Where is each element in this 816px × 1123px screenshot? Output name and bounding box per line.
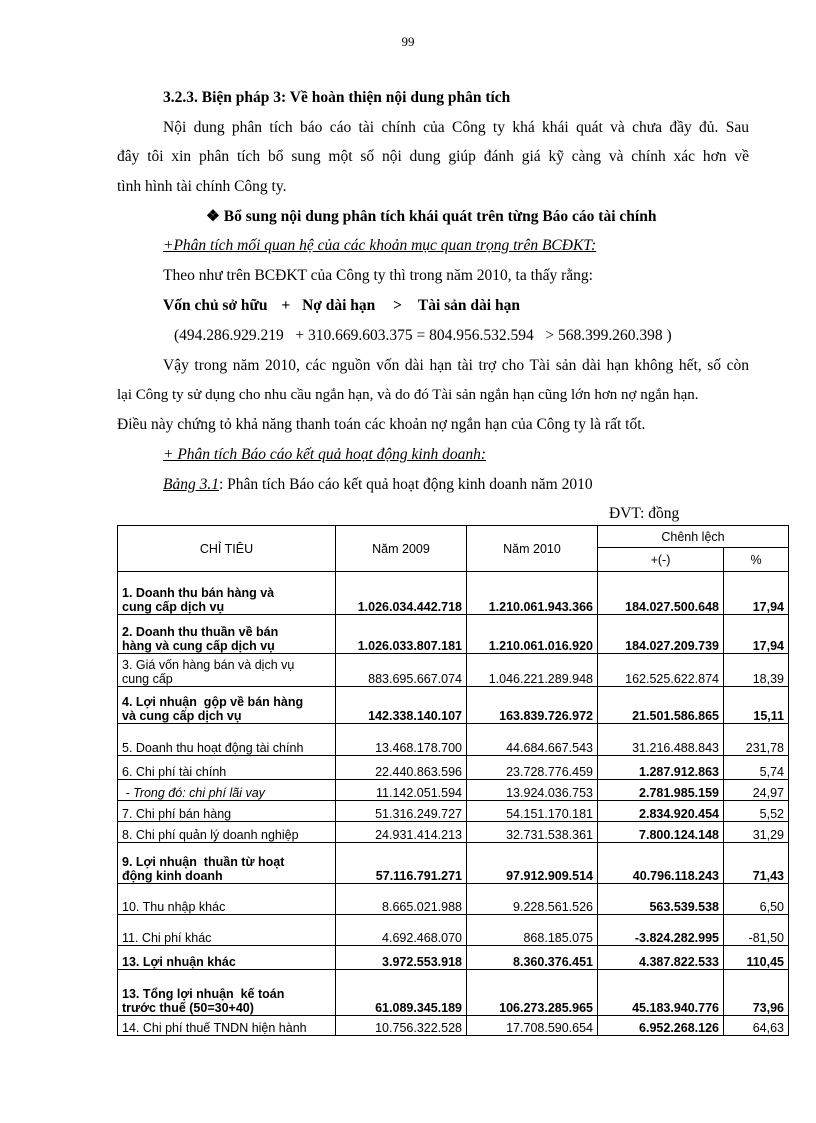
row-label-line-1: 7. Chi phí bán hàng <box>122 807 232 821</box>
paragraph-3-line-1: Vậy trong năm 2010, các nguồn vốn dài hạn tài trợ cho Tài sản dài hạn không hết, số còn <box>163 357 749 374</box>
table-body <box>118 572 789 1036</box>
row-label <box>118 572 336 615</box>
subheading-kqkd: + Phân tích Báo cáo kết quả hoạt động kinh doanh: <box>163 446 486 463</box>
value-difference: 162.525.622.874 <box>598 654 724 687</box>
row-label-line-1: 9. Lợi nhuận thuần từ hoạt <box>122 855 285 869</box>
value-percent: -81,50 <box>724 915 789 946</box>
page-number: 99 <box>401 34 415 49</box>
table-row <box>118 1016 789 1036</box>
value-2010: 17.708.590.654 <box>467 1016 598 1036</box>
table-caption-text: : Phân tích Báo cáo kết quả hoạt động kinh doanh năm 2010 <box>218 476 593 493</box>
value-percent: 15,11 <box>724 687 789 724</box>
value-2009: 13.468.178.700 <box>336 724 467 756</box>
value-percent: 17,94 <box>724 615 789 654</box>
value-percent: 110,45 <box>724 946 789 970</box>
value-difference: 2.781.985.159 <box>598 780 724 801</box>
row-label <box>118 1016 336 1036</box>
row-label-line-2: hàng và cung cấp dịch vụ <box>122 639 275 653</box>
table-row <box>118 572 789 615</box>
unit-label: ĐVT: đồng <box>609 505 680 522</box>
table-row <box>118 756 789 780</box>
paragraph-1-line-1: Nội dung phân tích báo cáo tài chính của Công ty khá khái quát và chưa đầy đủ. Sau <box>163 119 749 136</box>
value-difference: 40.796.118.243 <box>598 843 724 884</box>
formula-values: (494.286.929.219 + 310.669.603.375 = 804.956.532.594 > 568.399.260.398 ) <box>174 327 672 344</box>
table-row <box>118 780 789 801</box>
value-difference: 31.216.488.843 <box>598 724 724 756</box>
income-analysis-table <box>117 525 789 1036</box>
row-label <box>118 843 336 884</box>
section-heading: 3.2.3. Biện pháp 3: Về hoàn thiện nội dung phân tích <box>163 89 511 106</box>
value-2009: 22.440.863.596 <box>336 756 467 780</box>
row-label-line-1: 10. Thu nhập khác <box>122 900 226 914</box>
value-2009: 883.695.667.074 <box>336 654 467 687</box>
row-label-line-2: trước thuế (50=30+40) <box>122 1001 254 1015</box>
table-row <box>118 654 789 687</box>
value-2010: 32.731.538.361 <box>467 822 598 843</box>
value-percent: 31,29 <box>724 822 789 843</box>
row-label <box>118 724 336 756</box>
row-label <box>118 946 336 970</box>
value-percent: 5,74 <box>724 756 789 780</box>
table-caption <box>163 476 593 494</box>
value-percent: 64,63 <box>724 1016 789 1036</box>
value-percent: 6,50 <box>724 884 789 915</box>
value-2010: 8.360.376.451 <box>467 946 598 970</box>
value-2010: 44.684.667.543 <box>467 724 598 756</box>
value-difference: 21.501.586.865 <box>598 687 724 724</box>
value-2010: 1.210.061.016.920 <box>467 615 598 654</box>
value-difference: 184.027.209.739 <box>598 615 724 654</box>
table-row <box>118 970 789 1016</box>
paragraph-2: Theo như trên BCĐKT của Công ty thì trong năm 2010, ta thấy rằng: <box>163 267 593 284</box>
value-2010: 1.210.061.943.366 <box>467 572 598 615</box>
row-label-line-1: 6. Chi phí tài chính <box>122 765 227 779</box>
row-label-line-1: 8. Chi phí quản lý doanh nghiệp <box>122 828 299 842</box>
row-label-line-1: - Trong đó: chi phí lãi vay <box>122 786 265 800</box>
row-label <box>118 801 336 822</box>
row-label-line-1: 11. Chi phí khác <box>122 931 212 945</box>
value-difference: 1.287.912.863 <box>598 756 724 780</box>
formula-term-c: Tài sản dài hạn <box>417 297 520 314</box>
row-label <box>118 687 336 724</box>
paragraph-1-line-2: đây tôi xin phân tích bổ sung một số nội dung giúp đánh giá kỹ càng và chính xác hơn về <box>117 148 749 165</box>
value-2009: 8.665.021.988 <box>336 884 467 915</box>
row-label-line-1: 3. Giá vốn hàng bán và dịch vụ <box>122 658 295 672</box>
bullet-heading: Bổ sung nội dung phân tích khái quát trên từng Báo cáo tài chính <box>223 208 657 225</box>
table-row <box>118 687 789 724</box>
value-2009: 3.972.553.918 <box>336 946 467 970</box>
formula-row <box>163 297 520 315</box>
value-2009: 10.756.322.528 <box>336 1016 467 1036</box>
table-row <box>118 801 789 822</box>
formula-term-a: Vốn chủ sở hữu <box>163 297 268 314</box>
value-2010: 106.273.285.965 <box>467 970 598 1016</box>
row-label-line-2: cung cấp dịch vụ <box>122 600 225 614</box>
value-2010: 54.151.170.181 <box>467 801 598 822</box>
value-2010: 868.185.075 <box>467 915 598 946</box>
value-2009: 142.338.140.107 <box>336 687 467 724</box>
row-label <box>118 654 336 687</box>
table-row <box>118 946 789 970</box>
value-percent: 231,78 <box>724 724 789 756</box>
row-label <box>118 780 336 801</box>
row-label <box>118 756 336 780</box>
header-2010: Năm 2010 <box>467 526 598 572</box>
value-2009: 61.089.345.189 <box>336 970 467 1016</box>
value-2009: 57.116.791.271 <box>336 843 467 884</box>
row-label-line-1: 2. Doanh thu thuần về bán <box>122 625 279 639</box>
header-item: CHỈ TIÊU <box>118 526 336 572</box>
row-label <box>118 884 336 915</box>
value-percent: 71,43 <box>724 843 789 884</box>
row-label <box>118 615 336 654</box>
value-2009: 1.026.033.807.181 <box>336 615 467 654</box>
header-2009: Năm 2009 <box>336 526 467 572</box>
value-2010: 23.728.776.459 <box>467 756 598 780</box>
row-label-line-2: và cung cấp dịch vụ <box>122 709 242 723</box>
table-row <box>118 843 789 884</box>
value-difference: 7.800.124.148 <box>598 822 724 843</box>
row-label <box>118 915 336 946</box>
table-row <box>118 915 789 946</box>
value-percent: 18,39 <box>724 654 789 687</box>
header-difference: Chênh lệch <box>598 526 789 548</box>
value-percent: 73,96 <box>724 970 789 1016</box>
formula-gt: > <box>393 297 402 314</box>
formula-term-b: Nợ dài hạn <box>302 297 376 314</box>
row-label-line-1: 5. Doanh thu hoạt động tài chính <box>122 741 304 755</box>
value-difference: 4.387.822.533 <box>598 946 724 970</box>
paragraph-3-line-3: Điều này chứng tỏ khả năng thanh toán các khoản nợ ngắn hạn của Công ty là rất tốt. <box>117 416 646 433</box>
row-label-line-2: động kinh doanh <box>122 869 223 883</box>
row-label-line-1: 1. Doanh thu bán hàng và <box>122 586 275 600</box>
paragraph-1-line-3: tình hình tài chính Công ty. <box>117 178 287 195</box>
value-percent: 5,52 <box>724 801 789 822</box>
value-difference: 6.952.268.126 <box>598 1016 724 1036</box>
row-label-line-2: cung cấp <box>122 672 173 686</box>
formula-plus: + <box>281 297 291 314</box>
subheading-bcdkt: +Phân tích mối quan hệ của các khoản mục quan trọng trên BCĐKT: <box>163 237 597 254</box>
value-2010: 13.924.036.753 <box>467 780 598 801</box>
table-row <box>118 615 789 654</box>
header-abs: +(-) <box>598 548 724 572</box>
value-difference: 2.834.920.454 <box>598 801 724 822</box>
value-2009: 1.026.034.442.718 <box>336 572 467 615</box>
diamond-bullet-icon: ❖ <box>206 208 220 225</box>
table-caption-label: Bảng 3.1 <box>163 476 219 493</box>
header-pct: % <box>724 548 789 572</box>
value-2009: 11.142.051.594 <box>336 780 467 801</box>
row-label-line-1: 13. Lợi nhuận khác <box>122 955 236 969</box>
row-label <box>118 822 336 843</box>
row-label <box>118 970 336 1016</box>
bullet-heading-row <box>206 207 656 226</box>
table-row <box>118 884 789 915</box>
value-difference: 563.539.538 <box>598 884 724 915</box>
value-2010: 9.228.561.526 <box>467 884 598 915</box>
value-2010: 97.912.909.514 <box>467 843 598 884</box>
value-2010: 163.839.726.972 <box>467 687 598 724</box>
row-label-line-1: 13. Tổng lợi nhuận kế toán <box>122 987 285 1001</box>
paragraph-3-line-2: lại Công ty sử dụng cho nhu cầu ngắn hạn, và do đó Tài sản ngắn hạn cũng lớn hơn nợ ngắn hạn. <box>117 387 699 403</box>
row-label-line-1: 14. Chi phí thuế TNDN hiện hành <box>122 1021 307 1035</box>
value-percent: 24,97 <box>724 780 789 801</box>
value-2009: 4.692.468.070 <box>336 915 467 946</box>
value-2009: 24.931.414.213 <box>336 822 467 843</box>
value-difference: 184.027.500.648 <box>598 572 724 615</box>
value-2010: 1.046.221.289.948 <box>467 654 598 687</box>
value-2009: 51.316.249.727 <box>336 801 467 822</box>
table-row <box>118 724 789 756</box>
value-difference: 45.183.940.776 <box>598 970 724 1016</box>
value-difference: -3.824.282.995 <box>598 915 724 946</box>
row-label-line-1: 4. Lợi nhuận gộp về bán hàng <box>122 695 304 709</box>
value-percent: 17,94 <box>724 572 789 615</box>
table-row <box>118 822 789 843</box>
